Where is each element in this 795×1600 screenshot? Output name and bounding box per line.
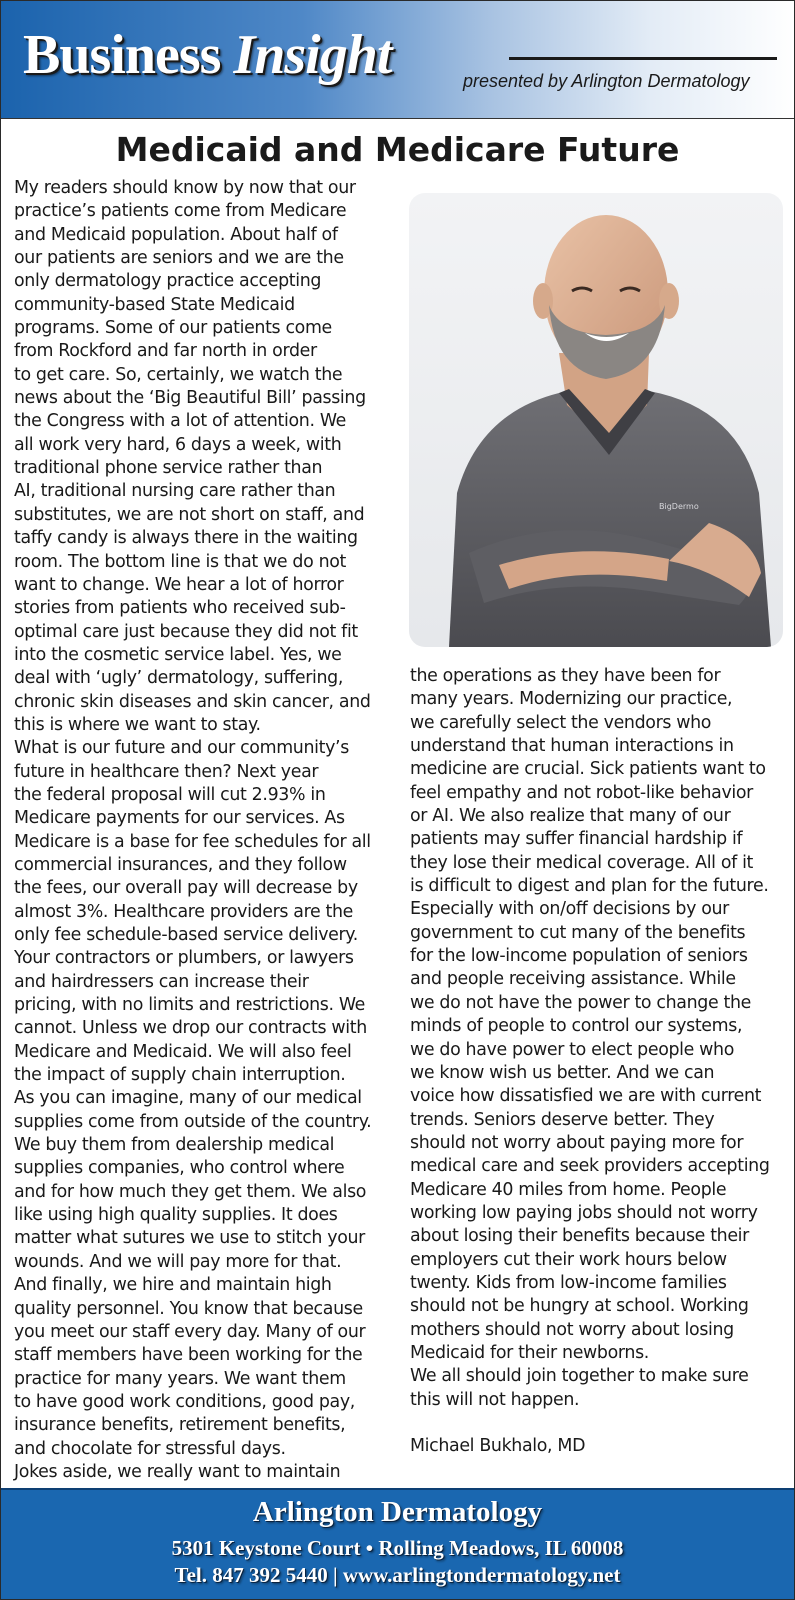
body-text-line: Medicare 40 miles from home. People [410,1179,727,1200]
scrub-logo-text: BigDermo [659,502,699,511]
body-text-line: twenty. Kids from low-income families [410,1272,727,1293]
body-text-line: only fee schedule-based service delivery. [14,925,358,945]
body-text-line: to get care. So, certainly, we watch the [14,364,343,385]
brand-word-insight: Insight [233,24,392,86]
body-text-line: patients may suffer financial hardship if [410,829,743,850]
body-text-line: our patients are seniors and we are the [14,248,344,269]
body-text-line: working low paying jobs should not worry [410,1202,758,1223]
author-signature: Michael Bukhalo, MD [410,1436,586,1457]
body-text-line: programs. Some of our patients come [14,318,332,339]
body-text-line: Especially with on/off decisions by our [410,899,729,920]
footer-banner [1,1488,794,1600]
body-text-line: news about the ‘Big Beautiful Bill’ passing [14,388,366,409]
left-column [14,177,371,1484]
body-text-line: we know wish us better. And we can [410,1062,715,1083]
body-text-line: community-based State Medicaid [14,294,295,315]
body-text-line: supplies come from outside of the country. [14,1111,372,1132]
body-text-line: the Congress with a lot of attention. We [14,411,347,432]
body-text-line: Medicaid for their newborns. [410,1342,649,1363]
body-text-line: only dermatology practice accepting [14,271,322,292]
body-text-line: staff members have been working for the [14,1345,363,1366]
body-text-line: and hairdressers can increase their [14,971,309,992]
body-text-line: the federal proposal will cut 2.93% in [14,784,326,805]
body-text-line: Medicare is a base for fee schedules for all [14,831,371,852]
body-text-line: we do not have the power to change the [410,992,751,1013]
body-text-line: We buy them from dealership medical [14,1135,335,1156]
body-text-line: and people receiving assistance. While [410,969,736,990]
body-text-line: like using high quality supplies. It does [14,1205,338,1226]
body-text-line: almost 3%. Healthcare providers are the [14,901,354,922]
body-text-line: and Medicaid population. About half of [14,224,338,245]
footer-address: 5301 Keystone Court • Rolling Meadows, IL 60008 [171,1536,624,1560]
body-text-line: is difficult to digest and plan for the future. [410,876,769,897]
body-text-line: insurance benefits, retirement benefits, [14,1415,346,1436]
author-photo [409,193,783,647]
body-text-line: this will not happen. [410,1389,580,1410]
body-text-line: understand that human interactions in [410,736,734,757]
body-text-line: should not be hungry at school. Working [410,1296,749,1317]
article-title: Medicaid and Medicare Future [115,130,680,169]
body-text-line: into the cosmetic service label. Yes, we [14,644,342,665]
body-text-line: trends. Seniors deserve better. They [410,1109,715,1130]
body-text-line: optimal care just because they did not fit [14,621,358,642]
brand-logo [23,23,391,87]
presented-by: presented by Arlington Dermatology [463,71,750,91]
body-text-line: Your contractors or plumbers, or lawyers [14,948,354,969]
body-text-line: the impact of supply chain interruption. [14,1065,346,1086]
body-text-line: stories from patients who received sub- [14,598,346,619]
body-text-line: they lose their medical coverage. All of it [410,852,754,873]
body-text-line: substitutes, we are not short on staff, and [14,504,365,525]
body-text-line: future in healthcare then? Next year [14,761,319,782]
body-text-line: from Rockford and far north in order [14,341,317,362]
body-text-line: we carefully select the vendors who [410,712,712,733]
header-banner [1,1,794,119]
brand-word-business: Business [23,24,221,86]
right-column [410,665,770,1459]
body-text-line: mothers should not worry about losing [410,1319,734,1340]
body-text-line: should not worry about paying more for [410,1132,744,1153]
body-text-line: all work very hard, 6 days a week, with [14,434,342,455]
body-text-line: cannot. Unless we drop our contracts with [14,1018,367,1039]
body-text-line: wounds. And we will pay more for that. [14,1251,342,1272]
body-text-line: matter what sutures we use to stitch your [14,1228,365,1249]
body-text-line: room. The bottom line is that we do not [14,551,347,572]
body-text-line: you meet our staff every day. Many of our [14,1321,366,1342]
body-text-line: feel empathy and not robot-like behavior [410,782,753,803]
body-text-line: pricing, with no limits and restrictions. We [14,995,366,1016]
body-text-line: government to cut many of the benefits [410,922,746,943]
body-text-line: about losing their benefits because their [410,1226,749,1247]
body-text-line: the fees, our overall pay will decrease by [14,878,358,899]
footer-contact: Tel. 847 392 5440 | www.arlingtondermatology.net [174,1563,621,1587]
body-text-line: want to change. We hear a lot of horror [14,574,344,595]
body-text-line: or AI. We also realize that many of our [410,806,731,827]
body-text-line: As you can imagine, many of our medical [14,1088,362,1109]
body-text-line: we do have power to elect people who [410,1039,735,1060]
body-text-line: quality personnel. You know that because [14,1298,363,1319]
body-text-line: Medicare and Medicaid. We will also feel [14,1041,352,1062]
body-text-line: to have good work conditions, good pay, [14,1391,355,1412]
body-text-line: deal with ‘ugly’ dermatology, suffering, [14,668,344,689]
body-text-line: and for how much they get them. We also [14,1181,367,1202]
body-text-line: Medicare payments for our services. As [14,808,345,829]
body-text-line: My readers should know by now that our [14,178,356,198]
body-text-line: supplies companies, who control where [14,1158,345,1179]
body-text-line: minds of people to control our systems, [410,1016,743,1037]
body-text-line: voice how dissatisfied we are with current [410,1086,762,1107]
body-text-line: and chocolate for stressful days. [14,1438,286,1459]
header-rule [509,57,777,60]
body-text-line: practice for many years. We want them [14,1368,346,1389]
body-text-line: this is where we want to stay. [14,714,261,735]
body-text-line: taffy candy is always there in the waiting [14,528,358,549]
body-text-line: for the low-income population of seniors [410,946,748,967]
body-text-line: We all should join together to make sure [410,1366,749,1387]
body-text-line: medical care and seek providers accepting [410,1156,770,1177]
body-text-line: employers cut their work hours below [410,1249,727,1270]
body-text-line: And finally, we hire and maintain high [14,1275,332,1296]
body-text-line: many years. Modernizing our practice, [410,689,733,710]
body-text-line: medicine are crucial. Sick patients want to [410,759,766,780]
right-column-lines [410,665,770,1412]
body-text-line: AI, traditional nursing care rather than [14,481,336,502]
body-text-line: the operations as they have been for [410,666,721,686]
body-text-line: Jokes aside, we really want to maintain [14,1461,341,1482]
body-text-line: traditional phone service rather than [14,458,323,479]
body-text-line: What is our future and our community’s [14,738,349,759]
body-text-line: practice’s patients come from Medicare [14,201,347,222]
footer-practice-name: Arlington Dermatology [252,1496,543,1528]
body-text-line: chronic skin diseases and skin cancer, and [14,691,371,712]
body-text-line: commercial insurances, and they follow [14,854,347,875]
